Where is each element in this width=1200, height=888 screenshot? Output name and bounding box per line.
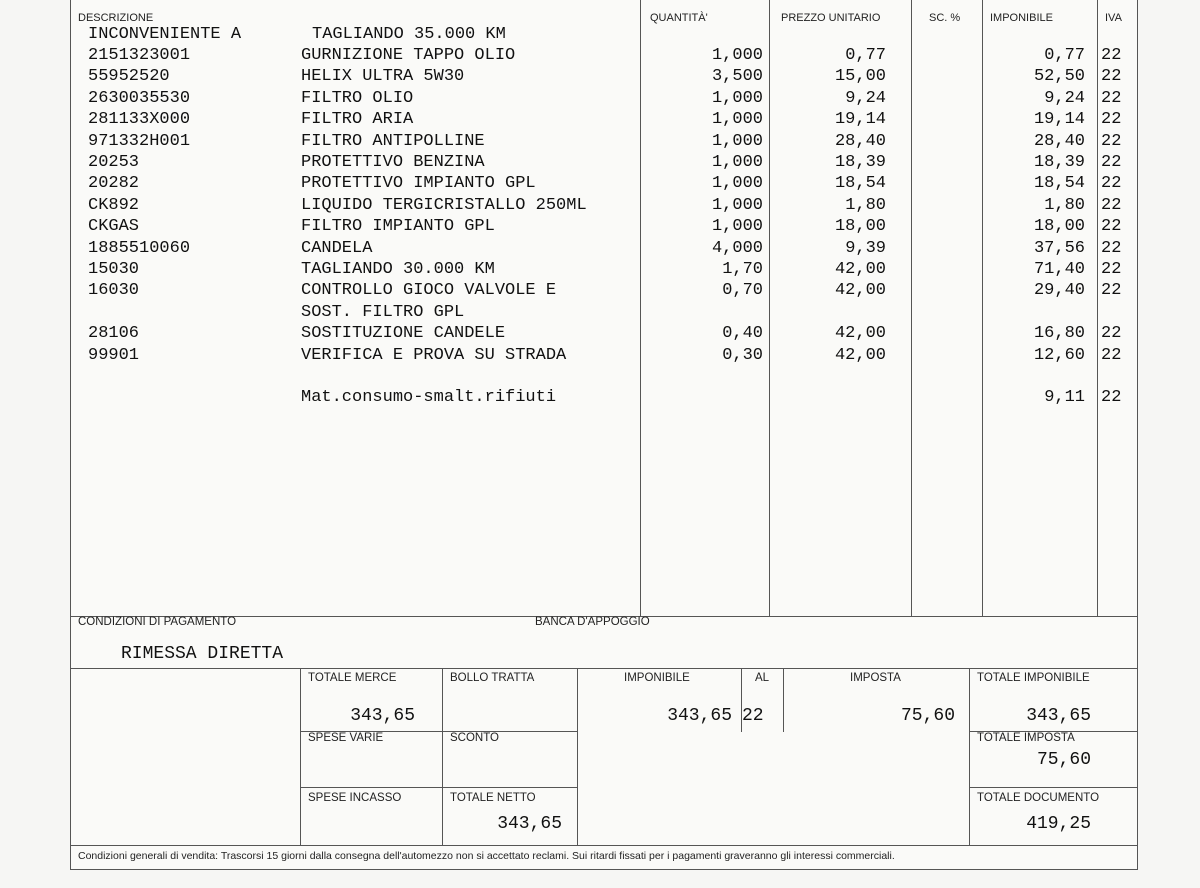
row-qty: 0,30 xyxy=(722,345,763,365)
row-description: TAGLIANDO 30.000 KM xyxy=(301,260,495,279)
header-sconto: SC. % xyxy=(929,12,961,24)
row-code: 971332H001 xyxy=(88,131,191,151)
extra-amount: 9,11 xyxy=(1044,388,1085,407)
row-description: CANDELA xyxy=(301,238,373,258)
row-iva: 22 xyxy=(1101,195,1122,215)
row-qty: 1,000 xyxy=(711,217,763,237)
column-divider xyxy=(769,0,770,616)
row-code: CK892 xyxy=(88,195,140,215)
totals-divider xyxy=(577,668,578,845)
section-divider xyxy=(70,668,1138,669)
footer-conditions: Condizioni generali di vendita: Trascorsi 15 giorni dalla consegna dell'automezzo non si accettato reclami. Sui ritardi fissati per i pagamenti graveranno gli interessi commerciali. xyxy=(78,850,895,862)
row-amount: 18,54 xyxy=(1033,174,1085,194)
row-description: LIQUIDO TERGICRISTALLO 250ML xyxy=(301,195,587,215)
row-price: 42,00 xyxy=(834,324,886,344)
row-iva: 22 xyxy=(1101,260,1122,279)
row-code: 16030 xyxy=(88,281,140,301)
row-price: 18,00 xyxy=(834,217,886,237)
header-descrizione: DESCRIZIONE xyxy=(78,12,154,24)
row-qty: 1,000 xyxy=(711,153,763,172)
row-qty: 1,000 xyxy=(711,110,763,130)
row-qty: 1,000 xyxy=(711,174,763,194)
row-code: 281133X000 xyxy=(88,110,191,130)
row-description: FILTRO ANTIPOLLINE xyxy=(301,131,485,151)
bank-label: BANCA D'APPOGGIO xyxy=(535,616,650,628)
row-qty: 1,000 xyxy=(711,131,763,151)
header-iva: IVA xyxy=(1105,12,1122,24)
row-amount: 1,80 xyxy=(1044,195,1085,215)
row-code: 20253 xyxy=(88,153,140,172)
row-qty: 0,40 xyxy=(722,324,763,344)
row-price: 42,00 xyxy=(834,260,886,279)
row-iva: 22 xyxy=(1101,345,1122,365)
extra-description: Mat.consumo-smalt.rifiuti xyxy=(301,388,557,407)
totale-documento-value: 419,25 xyxy=(1026,814,1091,834)
totals-divider xyxy=(300,668,301,845)
row-iva: 22 xyxy=(1101,217,1122,237)
row-price: 0,77 xyxy=(845,46,886,65)
row-iva: 22 xyxy=(1101,131,1122,151)
row-price: 18,54 xyxy=(834,174,886,194)
totale-imposta-value: 75,60 xyxy=(1036,750,1091,770)
row-description: SOSTITUZIONE CANDELE xyxy=(301,324,506,344)
spese-varie-label: SPESE VARIE xyxy=(308,732,384,744)
row-qty: 1,000 xyxy=(711,46,763,65)
row-iva: 22 xyxy=(1101,174,1122,194)
row-qty: 1,000 xyxy=(711,195,763,215)
totale-documento-label: TOTALE DOCUMENTO xyxy=(977,792,1100,804)
totale-imponibile-value: 343,65 xyxy=(1026,706,1091,726)
totals-divider xyxy=(783,668,784,732)
row-qty: 3,500 xyxy=(711,67,763,87)
row-description: HELIX ULTRA 5W30 xyxy=(301,67,465,87)
imponibile-label: IMPONIBILE xyxy=(624,672,690,684)
column-divider xyxy=(640,0,641,616)
row-price: 9,39 xyxy=(845,238,886,258)
al-value: 22 xyxy=(742,706,764,726)
row-code: CKGAS xyxy=(88,217,140,237)
row-code: 2151323001 xyxy=(88,46,191,65)
row-iva: 22 xyxy=(1101,88,1122,108)
row-amount: 28,40 xyxy=(1033,131,1085,151)
row-price: 15,00 xyxy=(834,67,886,87)
row-code: 99901 xyxy=(88,345,140,365)
row-qty: 1,70 xyxy=(722,260,763,279)
imposta-value: 75,60 xyxy=(900,706,955,726)
totale-imponibile-label: TOTALE IMPONIBILE xyxy=(977,672,1090,684)
row-iva: 22 xyxy=(1101,324,1122,344)
column-divider xyxy=(911,0,912,616)
bollo-tratta-label: BOLLO TRATTA xyxy=(450,672,535,684)
row-description: SOST. FILTRO GPL xyxy=(301,302,465,322)
row-iva: 22 xyxy=(1101,46,1122,65)
totale-netto-value: 343,65 xyxy=(497,814,562,834)
row-qty: 1,000 xyxy=(711,88,763,108)
row-code: 1885510060 xyxy=(88,238,191,258)
row-amount: 12,60 xyxy=(1033,345,1085,365)
title-description: TAGLIANDO 35.000 KM xyxy=(312,25,506,44)
header-prezzo-unitario: PREZZO UNITARIO xyxy=(781,12,881,24)
totale-netto-label: TOTALE NETTO xyxy=(450,792,536,804)
totale-merce-label: TOTALE MERCE xyxy=(308,672,397,684)
row-qty: 4,000 xyxy=(711,238,763,258)
row-amount: 52,50 xyxy=(1033,67,1085,87)
row-iva: 22 xyxy=(1101,110,1122,130)
totale-merce-value: 343,65 xyxy=(350,706,415,726)
row-description: GURNIZIONE TAPPO OLIO xyxy=(301,46,516,65)
row-description: CONTROLLO GIOCO VALVOLE E xyxy=(301,281,557,301)
row-description: FILTRO ARIA xyxy=(301,110,414,130)
section-divider xyxy=(70,845,1138,846)
row-description: FILTRO OLIO xyxy=(301,88,414,108)
sconto-label: SCONTO xyxy=(450,732,499,744)
row-price: 28,40 xyxy=(834,131,886,151)
row-amount: 29,40 xyxy=(1033,281,1085,301)
imposta-label: IMPOSTA xyxy=(850,672,901,684)
row-price: 42,00 xyxy=(834,281,886,301)
totals-divider xyxy=(442,668,443,845)
header-imponibile: IMPONIBILE xyxy=(990,12,1053,24)
row-amount: 16,80 xyxy=(1033,324,1085,344)
totals-divider xyxy=(969,668,970,845)
row-description: FILTRO IMPIANTO GPL xyxy=(301,217,495,237)
row-description: PROTETTIVO BENZINA xyxy=(301,153,485,172)
row-amount: 19,14 xyxy=(1033,110,1085,130)
column-divider xyxy=(1097,0,1098,616)
row-iva: 22 xyxy=(1101,281,1122,301)
payment-conditions-label: CONDIZIONI DI PAGAMENTO xyxy=(78,616,237,628)
al-label: AL xyxy=(755,672,770,684)
totals-divider xyxy=(969,787,1138,788)
row-amount: 71,40 xyxy=(1033,260,1085,279)
row-code: 28106 xyxy=(88,324,140,344)
row-price: 42,00 xyxy=(834,345,886,365)
spese-incasso-label: SPESE INCASSO xyxy=(308,792,402,804)
row-price: 9,24 xyxy=(845,88,886,108)
row-amount: 0,77 xyxy=(1044,46,1085,65)
payment-conditions-value: RIMESSA DIRETTA xyxy=(121,644,284,664)
row-iva: 22 xyxy=(1101,67,1122,87)
row-amount: 9,24 xyxy=(1044,88,1085,108)
header-quantita: QUANTITÀ' xyxy=(650,12,708,24)
row-iva: 22 xyxy=(1101,238,1122,258)
row-code: 15030 xyxy=(88,260,140,279)
row-code: 2630035530 xyxy=(88,88,191,108)
row-amount: 18,39 xyxy=(1033,153,1085,172)
row-code: 20282 xyxy=(88,174,140,194)
row-description: VERIFICA E PROVA SU STRADA xyxy=(301,345,567,365)
totale-imposta-label: TOTALE IMPOSTA xyxy=(977,732,1075,744)
row-price: 19,14 xyxy=(834,110,886,130)
row-qty: 0,70 xyxy=(722,281,763,301)
title-code: INCONVENIENTE A xyxy=(88,25,242,44)
row-code: 55952520 xyxy=(88,67,170,87)
row-price: 1,80 xyxy=(845,195,886,215)
row-price: 18,39 xyxy=(834,153,886,172)
totals-divider xyxy=(300,787,577,788)
extra-iva: 22 xyxy=(1101,388,1122,407)
row-description: PROTETTIVO IMPIANTO GPL xyxy=(301,174,536,194)
row-iva: 22 xyxy=(1101,153,1122,172)
column-divider xyxy=(982,0,983,616)
imponibile-value: 343,65 xyxy=(667,706,732,726)
row-amount: 18,00 xyxy=(1033,217,1085,237)
row-amount: 37,56 xyxy=(1033,238,1085,258)
